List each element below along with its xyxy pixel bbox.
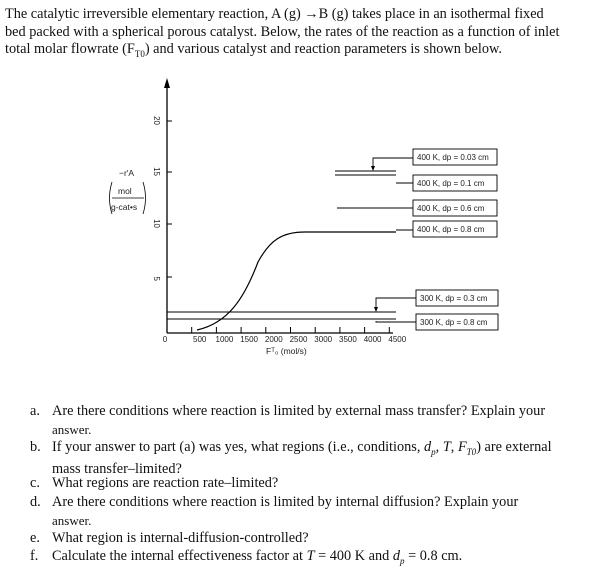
question-f [30,548,605,570]
y-tick-label: 15 [152,167,161,176]
question-b-post: ) are external [476,439,552,455]
x-tick-label: 4000 [363,335,382,344]
box-400k-003-text: 400 K, dp = 0.03 cm [417,153,489,162]
x-tick-label: 1500 [240,335,258,344]
y-tick-label: 10 [152,219,161,228]
question-d-letter: d. [30,494,41,510]
question-c [30,475,605,493]
x-axis-label: Fᵀ₀ (mol/s) [266,346,307,356]
question-b-var-f: F [457,439,467,455]
question-b-var-d: d [424,439,432,455]
box-400k-06 [413,200,497,216]
question-f-var-d: d [392,548,401,564]
y-axis-arrow [164,78,170,88]
question-f-sub-p: p [400,555,405,566]
question-b-sub-t0: T0 [466,446,477,457]
box-400k-08 [413,221,497,237]
leader-300k-08 [376,321,416,322]
box-300k-03 [416,290,498,306]
box-400k-01-text: 400 K, dp = 0.1 cm [417,179,485,188]
x-tick-label: 3500 [339,335,357,344]
question-f-letter: f. [30,548,39,564]
question-e [30,530,605,548]
box-300k-08-text: 300 K, dp = 0.8 cm [420,318,488,327]
intro-line-2: bed packed with a spherical porous catalyst. Below, the rates of the reaction as a function of inlet [5,23,560,40]
x-tick-label: 0 [162,335,168,344]
question-f-var-t: T [306,548,315,564]
box-400k-08-text: 400 K, dp = 0.8 cm [417,225,485,234]
question-e-line-1: What region is internal-diffusion-controlled? [52,530,309,546]
question-f-post: = 0.8 cm. [404,548,463,564]
intro-line-3-post: ) and various catalyst and reaction parameters is shown below. [144,41,502,57]
intro-line-3-sub: T0 [134,48,145,59]
question-c-letter: c. [30,475,40,491]
box-400k-003 [413,149,497,165]
question-a-line-2: answer. [52,421,92,437]
intro-line-3-pre: total molar flowrate (F [5,41,135,57]
question-a [30,403,605,438]
x-tick-label: 500 [193,335,207,344]
question-c-line-1: What regions are reaction rate–limited? [52,475,279,491]
box-300k-08 [416,314,498,330]
question-b-var-t: T [442,439,451,455]
x-tick-label: 4500 [388,335,407,344]
question-d [30,494,605,529]
question-b-sub-p: p [431,446,436,457]
x-tick-label: 1000 [215,335,234,344]
question-f-mid: = 400 K and [314,548,393,564]
question-d-line-1: Are there conditions where reaction is limited by internal diffusion? Explain your [52,494,519,510]
leader-300k-03 [376,298,416,309]
x-tick-label: 2000 [264,335,283,344]
leader-400k-003-arrow [371,166,375,171]
box-400k-01 [413,175,497,191]
x-tick-label: 2500 [289,335,308,344]
curve-400k-08 [197,232,396,330]
y-ticks [152,116,172,281]
x-tick-label: 3000 [314,335,333,344]
question-e-letter: e. [30,530,40,546]
question-a-letter: a. [30,403,40,419]
question-f-pre: Calculate the internal effectiveness factor at [52,548,307,564]
question-b-line-2: mass transfer–limited? [52,461,182,478]
question-a-line-1: Are there conditions where reaction is limited by external mass transfer? Explain your [52,403,546,419]
y-axis-unit-denominator: g-cat•s [111,202,138,212]
question-b [30,439,605,479]
y-tick-label: 5 [152,276,161,281]
box-400k-06-text: 400 K, dp = 0.6 cm [417,204,485,213]
question-b-pre: If your answer to part (a) was yes, what regions (i.e., conditions, [52,439,425,455]
leader-400k-003 [373,158,413,168]
box-300k-03-text: 300 K, dp = 0.3 cm [420,294,488,303]
question-f-line-1 [52,548,605,570]
intro-line-1: The catalytic irreversible elementary reaction, A (g) →B (g) takes place in an isothermal fixed [5,6,544,22]
y-axis-rate-label: −r′A [119,168,135,178]
question-b-letter: b. [30,439,41,455]
question-d-line-2: answer. [52,512,92,528]
leader-300k-03-arrow [374,307,378,312]
question-b-line-1: If your answer to part (a) was yes, what regions (i.e., conditions, $d_p$, T, $F_{T0}$) are external [52,439,552,457]
y-axis-unit-numerator: mol [118,186,132,196]
y-tick-label: 20 [152,116,161,125]
